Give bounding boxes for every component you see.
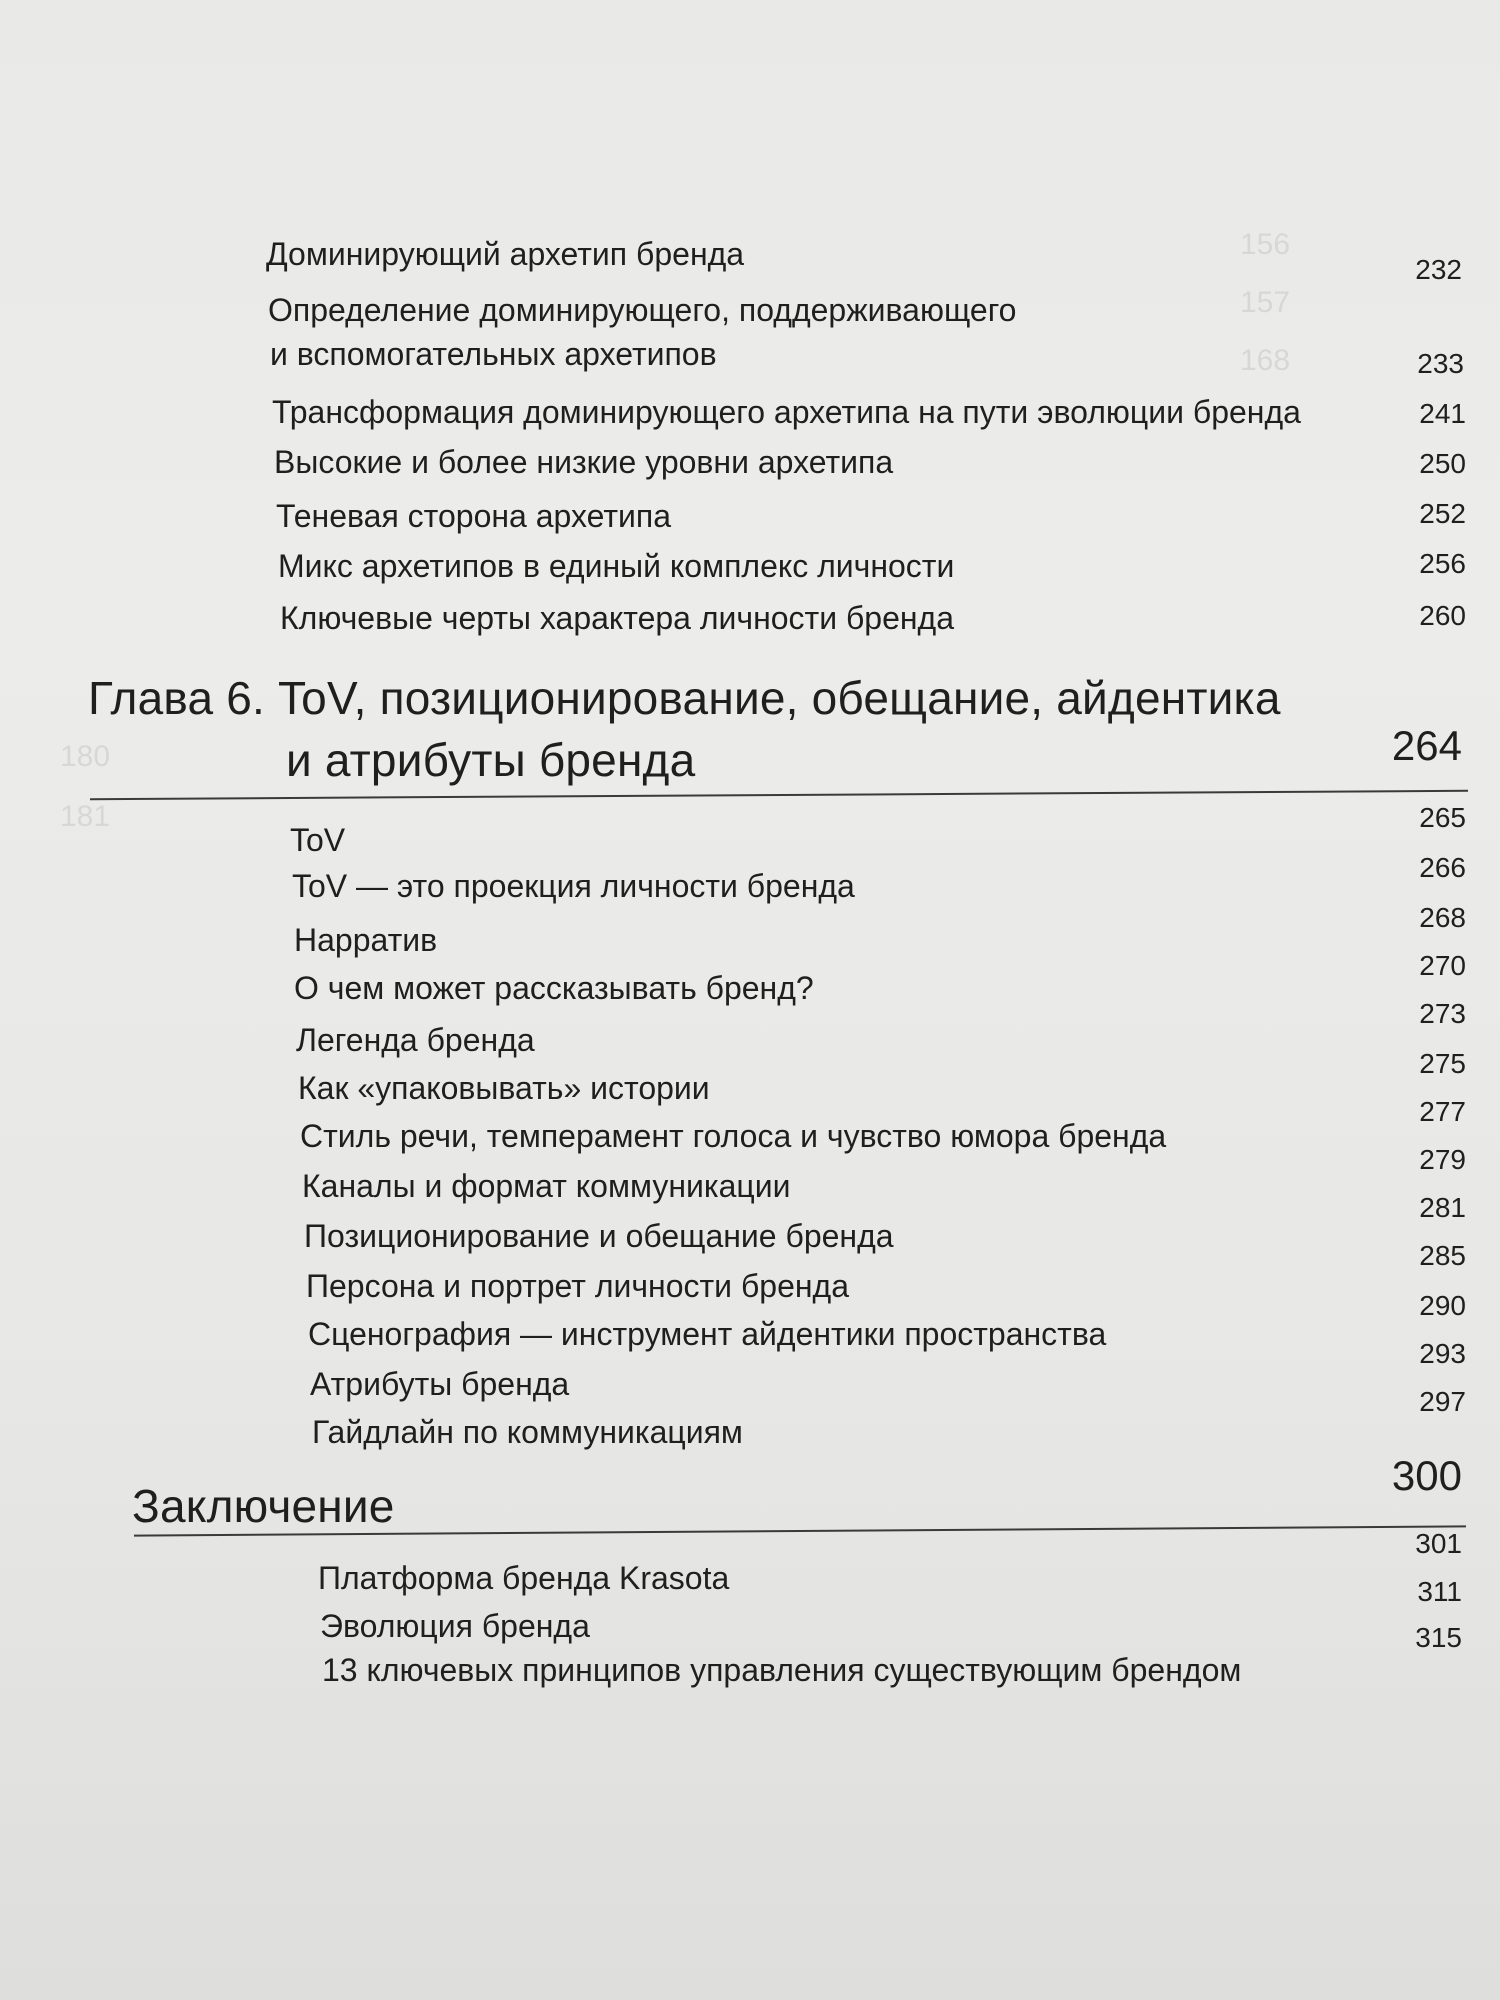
toc-entry — [318, 1558, 729, 1598]
toc-entry — [292, 866, 855, 906]
chapter-6-title-line1: Глава 6. ToV, позиционирование, обещание, айдентика — [88, 672, 1281, 724]
toc-entry-page: 260 — [1419, 600, 1466, 631]
toc-entry-title: Ключевые черты характера личности бренда — [280, 600, 955, 636]
toc-entry — [322, 1650, 1241, 1690]
toc-entry-page: 277 — [1419, 1096, 1466, 1127]
toc-entry — [304, 1216, 894, 1256]
toc-entry-title: Высокие и более низкие уровни архетипа — [274, 444, 894, 480]
toc-entry-title: Нарратив — [294, 922, 438, 958]
toc-entry-page: 297 — [1419, 1386, 1466, 1417]
toc-entry-page: 285 — [1419, 1240, 1466, 1271]
toc-entry — [302, 1166, 790, 1206]
toc-entry-title-line2: и вспомогательных архетипов — [270, 336, 717, 372]
toc-entry — [320, 1606, 590, 1646]
toc-entry-page: 281 — [1419, 1192, 1466, 1223]
ghost-number: 180 — [60, 740, 111, 773]
toc-entry-title: ToV — это проекция личности бренда — [292, 868, 855, 904]
toc-entry — [296, 1020, 535, 1060]
toc-entry-title: Теневая сторона архетипа — [276, 498, 671, 534]
toc-entry-page: 315 — [1415, 1622, 1462, 1653]
toc-entry-page: 268 — [1419, 902, 1466, 933]
toc-entry-page: 270 — [1419, 950, 1466, 981]
toc-entry-title: Определение доминирующего, поддерживающего — [268, 292, 1017, 328]
toc-entry-title: Платформа бренда Krasota — [318, 1560, 730, 1596]
toc-entry-page: 273 — [1419, 998, 1466, 1029]
toc-entry-page: 250 — [1419, 448, 1466, 479]
toc-entry-title: Доминирующий архетип бренда — [266, 236, 745, 272]
toc-entry — [306, 1266, 849, 1306]
chapter-6-rule — [90, 790, 1468, 800]
toc-entry-title: Трансформация доминирующего архетипа на пути эволюции бренда — [272, 394, 1301, 430]
toc-entry-page: 301 — [1415, 1528, 1462, 1559]
toc-entry — [276, 496, 671, 536]
toc-entry — [278, 546, 954, 586]
toc-entry-title: Как «упаковывать» истории — [298, 1070, 710, 1106]
toc-entry-page: 290 — [1419, 1290, 1466, 1321]
toc-entry-title: ToV — [290, 822, 346, 858]
toc-entry-page: 266 — [1419, 852, 1466, 883]
ghost-number: 168 — [1240, 344, 1291, 377]
toc-entry-title: Каналы и формат коммуникации — [302, 1168, 791, 1204]
toc-entry-page: 241 — [1419, 398, 1466, 429]
toc-entry — [290, 820, 345, 860]
toc-entry-page: 279 — [1419, 1144, 1466, 1175]
toc-entry — [266, 234, 744, 274]
toc-entry-title: Эволюция бренда — [320, 1608, 590, 1644]
ghost-number: 157 — [1240, 286, 1291, 319]
toc-entry-title: Легенда бренда — [296, 1022, 535, 1058]
toc-entry-title: Сценография — инструмент айдентики пространства — [308, 1316, 1107, 1352]
toc-entry — [268, 290, 1016, 330]
toc-entry-title: Атрибуты бренда — [310, 1366, 570, 1402]
toc-entry — [298, 1068, 710, 1108]
toc-entry-page: 256 — [1419, 548, 1466, 579]
toc-entry-page: 233 — [1417, 348, 1464, 379]
chapter-6-page: 264 — [1391, 722, 1462, 769]
chapter-6-title-line2: и атрибуты бренда — [286, 734, 696, 786]
toc-entry-title: Гайдлайн по коммуникациям — [312, 1414, 743, 1450]
toc-entry-page: 252 — [1419, 498, 1466, 529]
toc-entry-continuation — [270, 334, 717, 374]
conclusion-page: 300 — [1391, 1452, 1462, 1499]
toc-entry — [294, 968, 814, 1008]
toc-entry — [280, 598, 954, 638]
conclusion-title: Заключение — [132, 1480, 395, 1532]
toc-entry-title: Стиль речи, темперамент голоса и чувство юмора бренда — [300, 1118, 1167, 1154]
toc-entry-title: Позиционирование и обещание бренда — [304, 1218, 894, 1254]
toc-entry — [300, 1116, 1166, 1156]
toc-entry-title: Микс архетипов в единый комплекс личности — [278, 548, 955, 584]
ghost-number: 181 — [60, 800, 111, 833]
toc-entry-page: 232 — [1415, 254, 1462, 285]
toc-entry — [272, 392, 1301, 432]
toc-entry — [274, 442, 893, 482]
toc-entry-title: 13 ключевых принципов управления существующим брендом — [322, 1652, 1242, 1688]
toc-entry-page: 293 — [1419, 1338, 1466, 1369]
toc-entry — [312, 1412, 743, 1452]
toc-entry — [310, 1364, 569, 1404]
toc-entry-page: 311 — [1417, 1576, 1462, 1607]
toc-entry-title: Персона и портрет личности бренда — [306, 1268, 849, 1304]
toc-entry — [308, 1314, 1106, 1354]
ghost-number: 156 — [1240, 228, 1291, 261]
toc-entry-title: О чем может рассказывать бренд? — [294, 970, 814, 1006]
toc-entry — [294, 920, 437, 960]
toc-entry-page: 275 — [1419, 1048, 1466, 1079]
toc-entry-page: 265 — [1419, 802, 1466, 833]
